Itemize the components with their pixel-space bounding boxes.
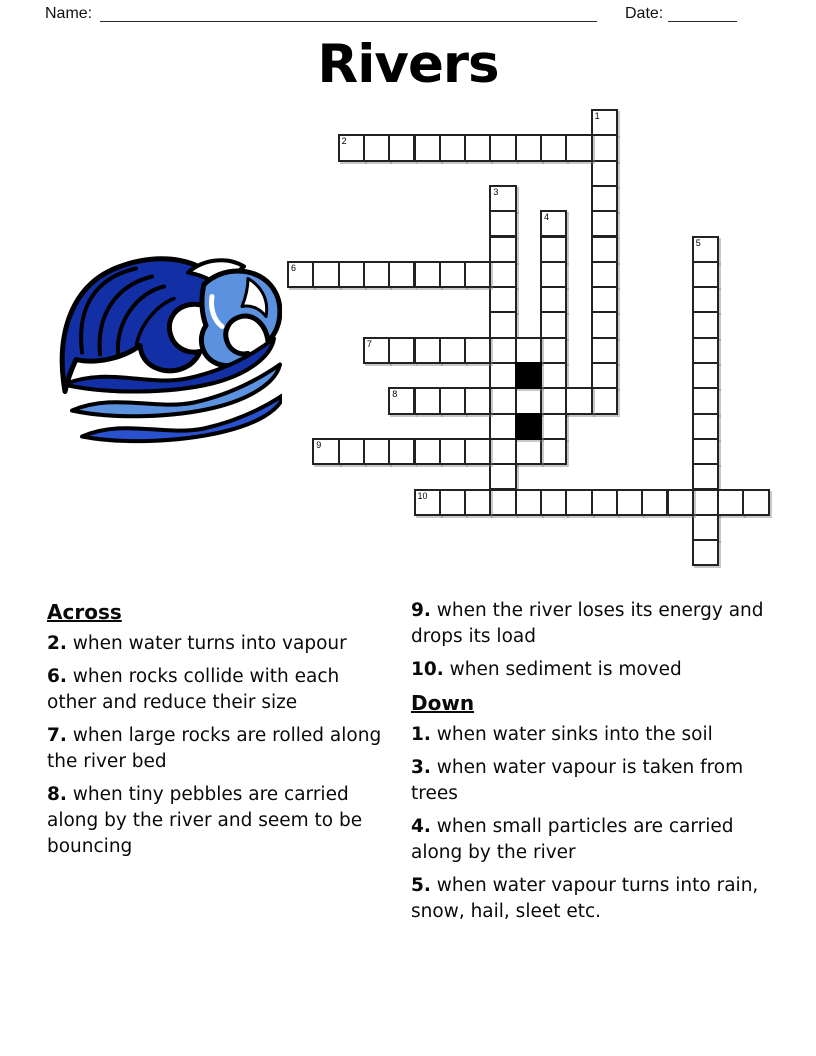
clue-number: 9. bbox=[411, 600, 431, 621]
grid-cell bbox=[363, 134, 390, 161]
clue-across-7 bbox=[47, 723, 392, 775]
grid-cell bbox=[515, 387, 542, 414]
grid-cell bbox=[616, 489, 643, 516]
grid-cell bbox=[464, 337, 491, 364]
clue-number: 10. bbox=[411, 659, 444, 680]
grid-cell bbox=[388, 337, 415, 364]
clue-number: 3. bbox=[411, 757, 431, 778]
grid-cell bbox=[363, 438, 390, 465]
grid-cell bbox=[591, 311, 618, 338]
grid-cell bbox=[591, 109, 618, 136]
grid-cell bbox=[338, 261, 365, 288]
grid-cell bbox=[464, 489, 491, 516]
grid-cell bbox=[489, 311, 516, 338]
grid-cell bbox=[591, 134, 618, 161]
clue-across-6 bbox=[47, 664, 392, 716]
clue-down-3 bbox=[411, 755, 767, 807]
grid-cell bbox=[540, 337, 567, 364]
clue-across-10 bbox=[411, 657, 767, 683]
grid-cell bbox=[414, 387, 441, 414]
grid-cell bbox=[540, 489, 567, 516]
clue-number: 8. bbox=[47, 784, 67, 805]
grid-cell bbox=[692, 236, 719, 263]
grid-cell bbox=[312, 261, 339, 288]
cell-number: 6 bbox=[291, 262, 297, 273]
grid-cell bbox=[439, 134, 466, 161]
grid-cell bbox=[414, 489, 441, 516]
grid-cell bbox=[591, 261, 618, 288]
grid-cell bbox=[591, 185, 618, 212]
grid-cell bbox=[591, 337, 618, 364]
clue-text: when sediment is moved bbox=[449, 659, 682, 680]
down-heading: Down bbox=[411, 691, 475, 715]
date-blank bbox=[668, 20, 737, 22]
grid-cell bbox=[717, 489, 744, 516]
grid-cell bbox=[692, 438, 719, 465]
clue-down-4 bbox=[411, 814, 767, 866]
grid-cell bbox=[641, 489, 668, 516]
grid-cell bbox=[439, 387, 466, 414]
grid-cell bbox=[692, 286, 719, 313]
grid-cell bbox=[414, 261, 441, 288]
grid-cell bbox=[489, 236, 516, 263]
grid-cell bbox=[388, 134, 415, 161]
grid-cell bbox=[439, 489, 466, 516]
ocean-wave-image bbox=[52, 236, 282, 456]
clue-text: when the river loses its energy and drops its load bbox=[411, 600, 764, 647]
grid-cell bbox=[515, 438, 542, 465]
clue-down-5 bbox=[411, 873, 767, 925]
grid-cell bbox=[692, 387, 719, 414]
grid-cell bbox=[591, 236, 618, 263]
grid-cell bbox=[363, 261, 390, 288]
grid-cell bbox=[489, 261, 516, 288]
grid-cell bbox=[439, 337, 466, 364]
grid-cell bbox=[692, 514, 719, 541]
grid-cell bbox=[363, 337, 390, 364]
grid-cell bbox=[414, 134, 441, 161]
grid-cell bbox=[489, 362, 516, 389]
grid-cell bbox=[489, 210, 516, 237]
clue-across-9 bbox=[411, 598, 767, 650]
clue-text: when water sinks into the soil bbox=[436, 724, 713, 745]
grid-cell bbox=[540, 362, 567, 389]
grid-cell bbox=[540, 413, 567, 440]
grid-cell bbox=[540, 438, 567, 465]
grid-cell bbox=[464, 261, 491, 288]
cell-number: 5 bbox=[695, 237, 701, 248]
grid-cell bbox=[489, 489, 516, 516]
grid-cell bbox=[515, 134, 542, 161]
grid-cell bbox=[489, 134, 516, 161]
grid-cell bbox=[692, 489, 719, 516]
clue-down-1 bbox=[411, 722, 767, 748]
blocked-cell bbox=[515, 413, 542, 440]
clues-across-column bbox=[47, 599, 392, 867]
grid-cell bbox=[489, 463, 516, 490]
across-heading: Across bbox=[47, 600, 122, 624]
grid-cell bbox=[565, 489, 592, 516]
blocked-cell bbox=[515, 362, 542, 389]
date-label: Date: bbox=[625, 5, 664, 22]
clue-text: when tiny pebbles are carried along by the river and seem to be bouncing bbox=[47, 784, 363, 857]
grid-cell bbox=[489, 286, 516, 313]
clue-across-8 bbox=[47, 782, 392, 860]
grid-cell bbox=[464, 387, 491, 414]
grid-cell bbox=[591, 160, 618, 187]
grid-cell bbox=[414, 438, 441, 465]
crossword-grid bbox=[287, 109, 777, 574]
clue-text: when water vapour is taken from trees bbox=[411, 757, 744, 804]
grid-cell bbox=[464, 438, 491, 465]
clue-number: 7. bbox=[47, 725, 67, 746]
grid-cell bbox=[565, 134, 592, 161]
grid-cell bbox=[540, 236, 567, 263]
cell-number: 3 bbox=[493, 186, 499, 197]
grid-cell bbox=[692, 413, 719, 440]
cell-number: 7 bbox=[366, 338, 372, 349]
clue-number: 1. bbox=[411, 724, 431, 745]
grid-cell bbox=[439, 261, 466, 288]
grid-cell bbox=[591, 387, 618, 414]
cell-number: 9 bbox=[316, 439, 322, 450]
cell-number: 4 bbox=[544, 212, 550, 223]
grid-cell bbox=[338, 438, 365, 465]
grid-cell bbox=[388, 438, 415, 465]
grid-cell bbox=[591, 362, 618, 389]
grid-cell bbox=[667, 489, 694, 516]
grid-cell bbox=[692, 463, 719, 490]
grid-cell bbox=[692, 539, 719, 566]
clue-number: 6. bbox=[47, 666, 67, 687]
cell-number: 2 bbox=[341, 136, 347, 147]
grid-cell bbox=[692, 261, 719, 288]
grid-cell bbox=[591, 286, 618, 313]
grid-cell bbox=[742, 489, 769, 516]
clue-number: 2. bbox=[47, 633, 67, 654]
clue-text: when large rocks are rolled along the river bed bbox=[47, 725, 382, 772]
grid-cell bbox=[489, 438, 516, 465]
grid-cell bbox=[489, 413, 516, 440]
grid-cell bbox=[540, 286, 567, 313]
grid-cell bbox=[540, 210, 567, 237]
clues-down-column bbox=[411, 598, 767, 932]
grid-cell bbox=[591, 210, 618, 237]
grid-cell bbox=[489, 387, 516, 414]
cell-number: 10 bbox=[417, 490, 428, 501]
grid-cell bbox=[540, 311, 567, 338]
clue-text: when water turns into vapour bbox=[72, 633, 347, 654]
grid-cell bbox=[312, 438, 339, 465]
grid-cell bbox=[540, 387, 567, 414]
cell-number: 1 bbox=[594, 111, 600, 121]
clue-text: when water vapour turns into rain, snow, hail, sleet etc. bbox=[411, 875, 759, 922]
clue-across-2 bbox=[47, 631, 392, 657]
grid-cell bbox=[565, 387, 592, 414]
grid-cell bbox=[489, 337, 516, 364]
grid-cell bbox=[439, 438, 466, 465]
grid-cell bbox=[692, 311, 719, 338]
clue-text: when rocks collide with each other and reduce their size bbox=[47, 666, 340, 713]
name-blank bbox=[100, 20, 597, 22]
grid-cell bbox=[515, 489, 542, 516]
clue-number: 4. bbox=[411, 816, 431, 837]
grid-cell bbox=[591, 489, 618, 516]
grid-cell bbox=[489, 185, 516, 212]
grid-cell bbox=[692, 337, 719, 364]
grid-cell bbox=[540, 134, 567, 161]
grid-cell bbox=[287, 261, 314, 288]
grid-cell bbox=[515, 337, 542, 364]
grid-cell bbox=[540, 261, 567, 288]
grid-cell bbox=[692, 362, 719, 389]
page-title: Rivers bbox=[317, 34, 499, 95]
grid-cell bbox=[388, 261, 415, 288]
clue-text: when small particles are carried along by the river bbox=[411, 816, 734, 863]
grid-cell bbox=[464, 134, 491, 161]
name-label: Name: bbox=[45, 5, 93, 22]
grid-cell bbox=[414, 337, 441, 364]
grid-cell bbox=[338, 134, 365, 161]
cell-number: 8 bbox=[392, 389, 398, 400]
clue-number: 5. bbox=[411, 875, 431, 896]
grid-cell bbox=[388, 387, 415, 414]
